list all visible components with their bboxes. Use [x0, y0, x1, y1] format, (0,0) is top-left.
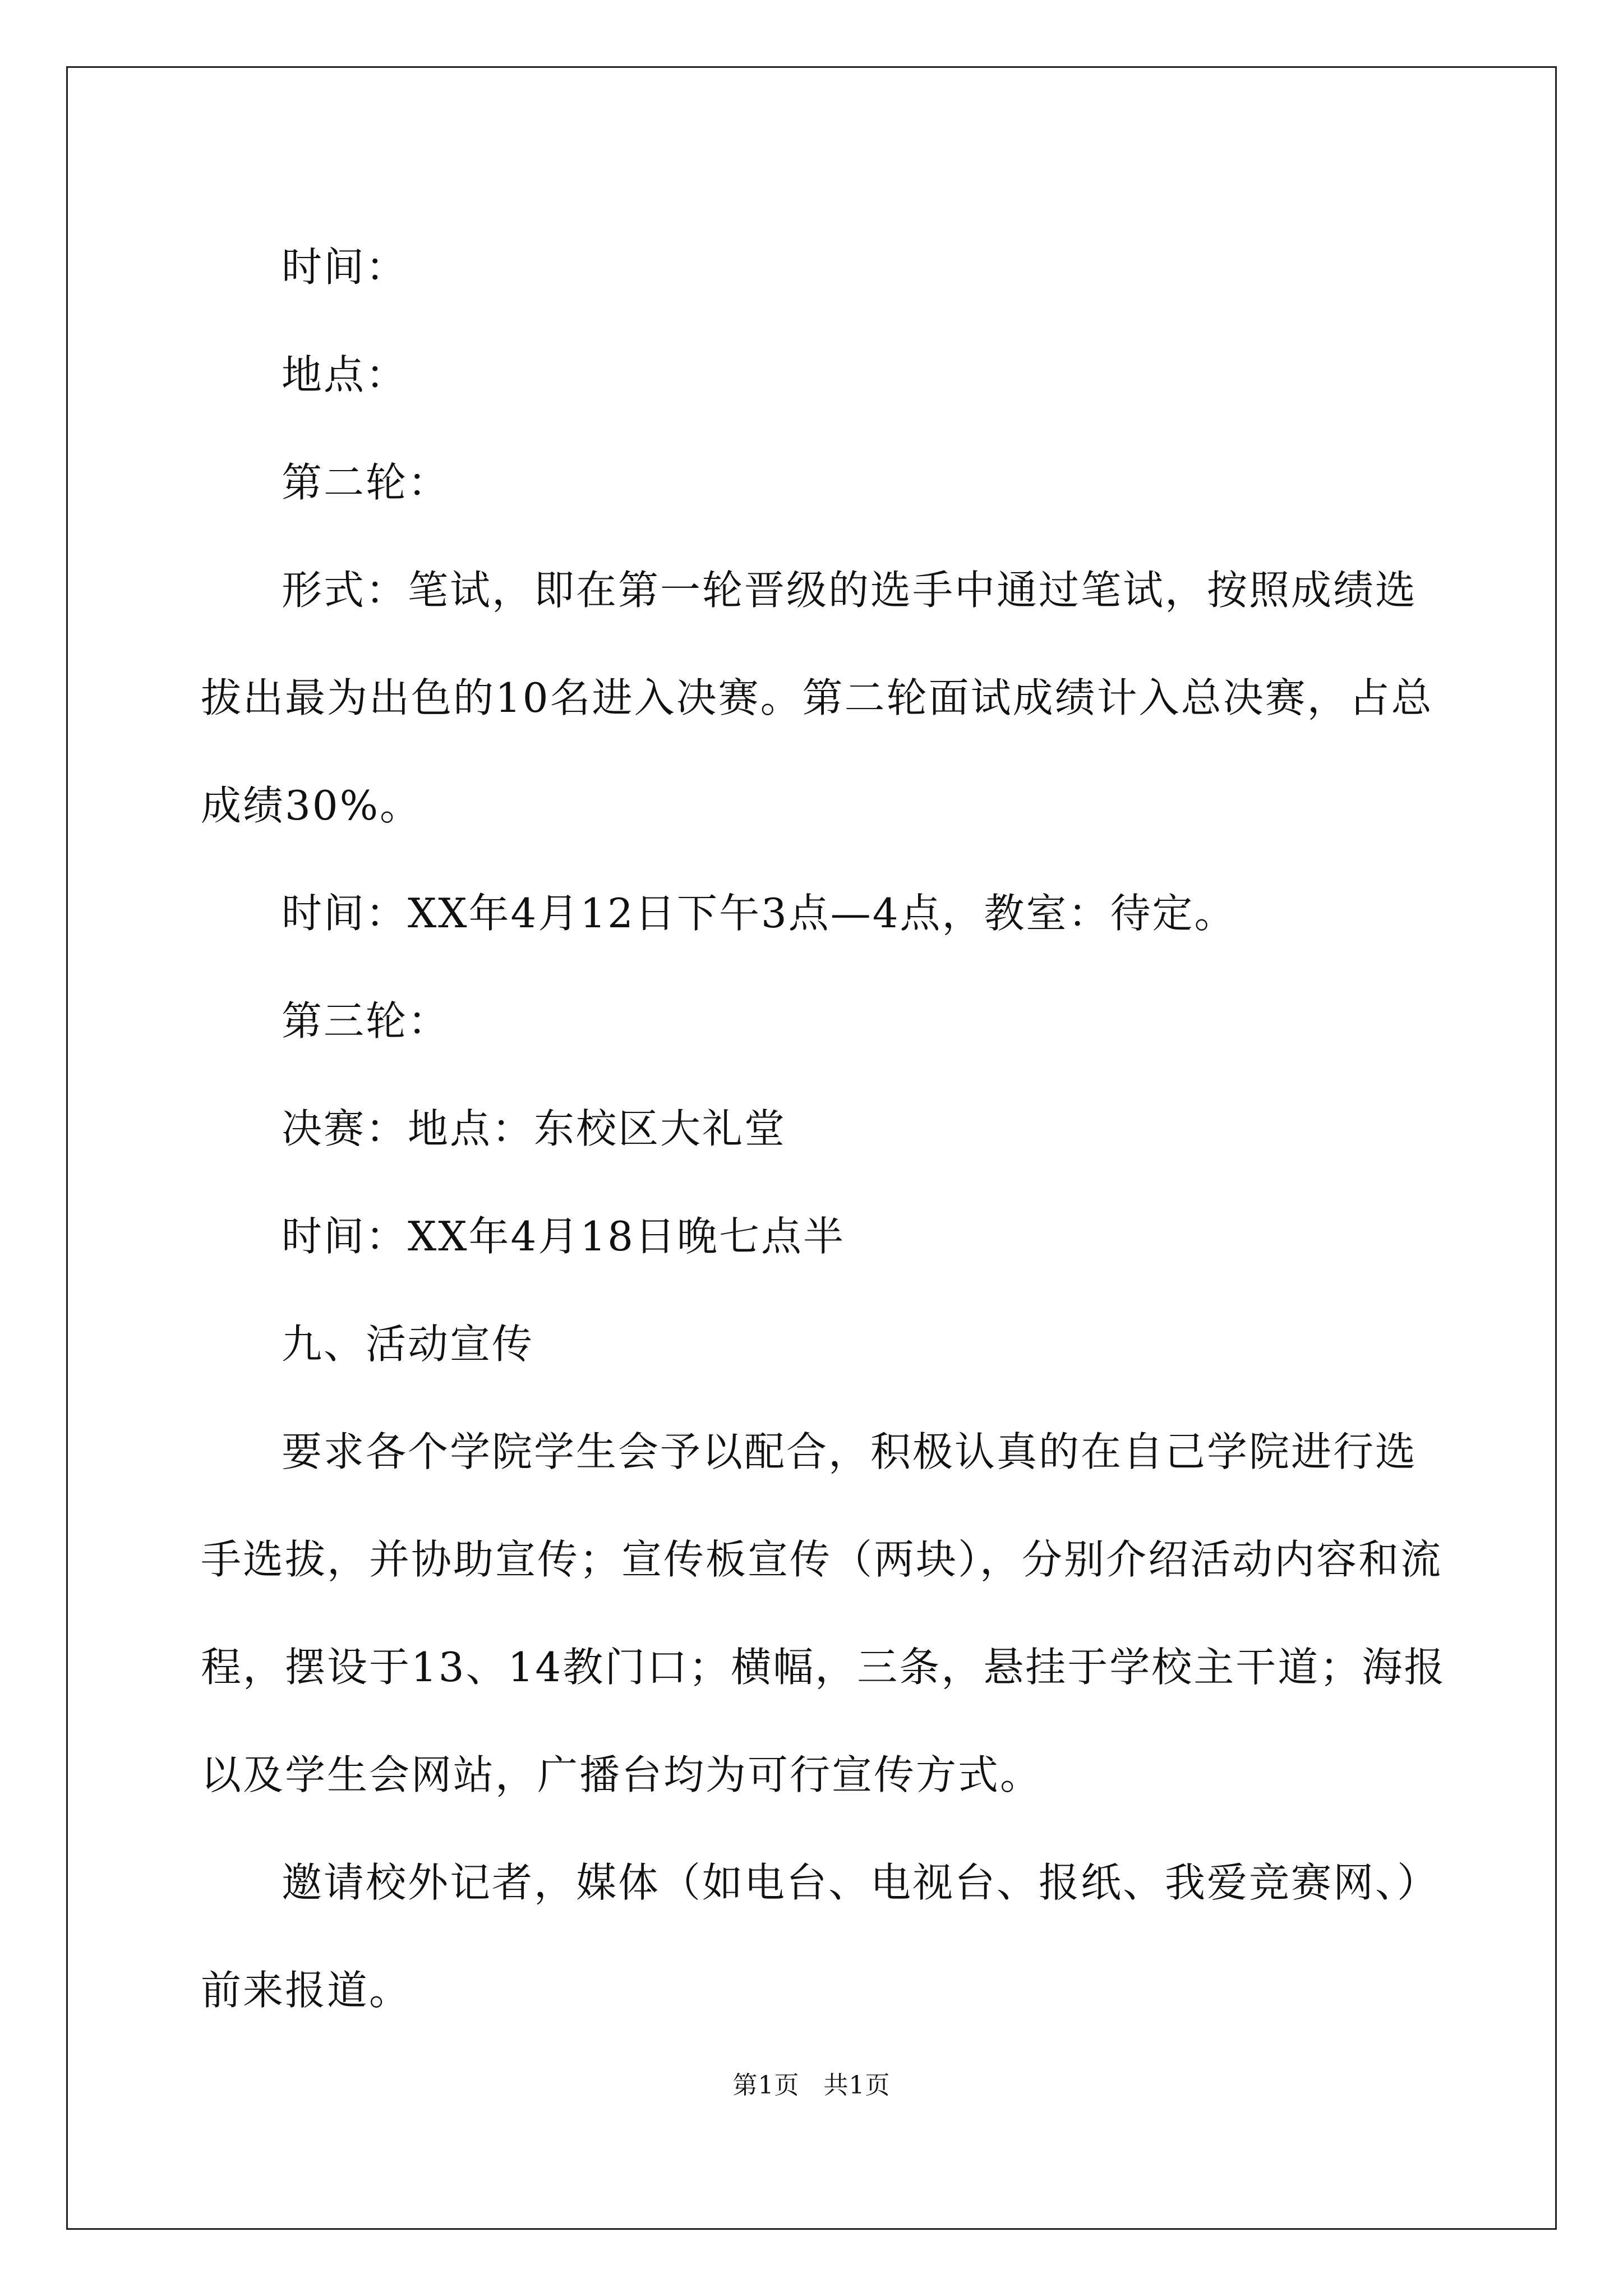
paragraph-round-two-format: 形式：笔试，即在第一轮晋级的选手中通过笔试，按照成绩选拔出最为出色的10名进入决赛。第二轮面试成绩计入总决赛，占总成绩30%。: [201, 567, 1433, 829]
paragraph-round-three: 第三轮：: [282, 997, 450, 1045]
page-number-current: 第1页: [732, 2071, 800, 2100]
paragraph-round-two-time: 时间：XX年4月12日下午3点—4点，教室：待定。: [282, 890, 1237, 937]
paragraph-location-1: 地点：: [282, 351, 408, 398]
page-footer: [0, 2069, 1623, 2102]
document-body: [201, 213, 1457, 2044]
paragraph-round-two: 第二轮：: [282, 459, 450, 506]
page-number-total: 共1页: [823, 2071, 891, 2100]
section-heading-promotion: 九、活动宣传: [282, 1320, 534, 1368]
paragraph-promotion-details: 要求各个学院学生会予以配合，积极认真的在自己学院进行选手选拔，并协助宣传；宣传板宣传（两块），分别介绍活动内容和流程，摆设于13、14教门口；横幅，三条，悬挂于学校主干道；海报以及学生会网站，广播台均为可行宣传方式。: [201, 1428, 1446, 1798]
paragraph-media-invite: 邀请校外记者，媒体（如电台、电视台、报纸、我爱竞赛网、）前来报道。: [201, 1859, 1440, 2014]
paragraph-final-time: 时间：XX年4月18日晚七点半: [282, 1213, 845, 1260]
paragraph-time-1: 时间：: [282, 243, 408, 291]
paragraph-final-location: 决赛：地点：东校区大礼堂: [282, 1105, 787, 1152]
